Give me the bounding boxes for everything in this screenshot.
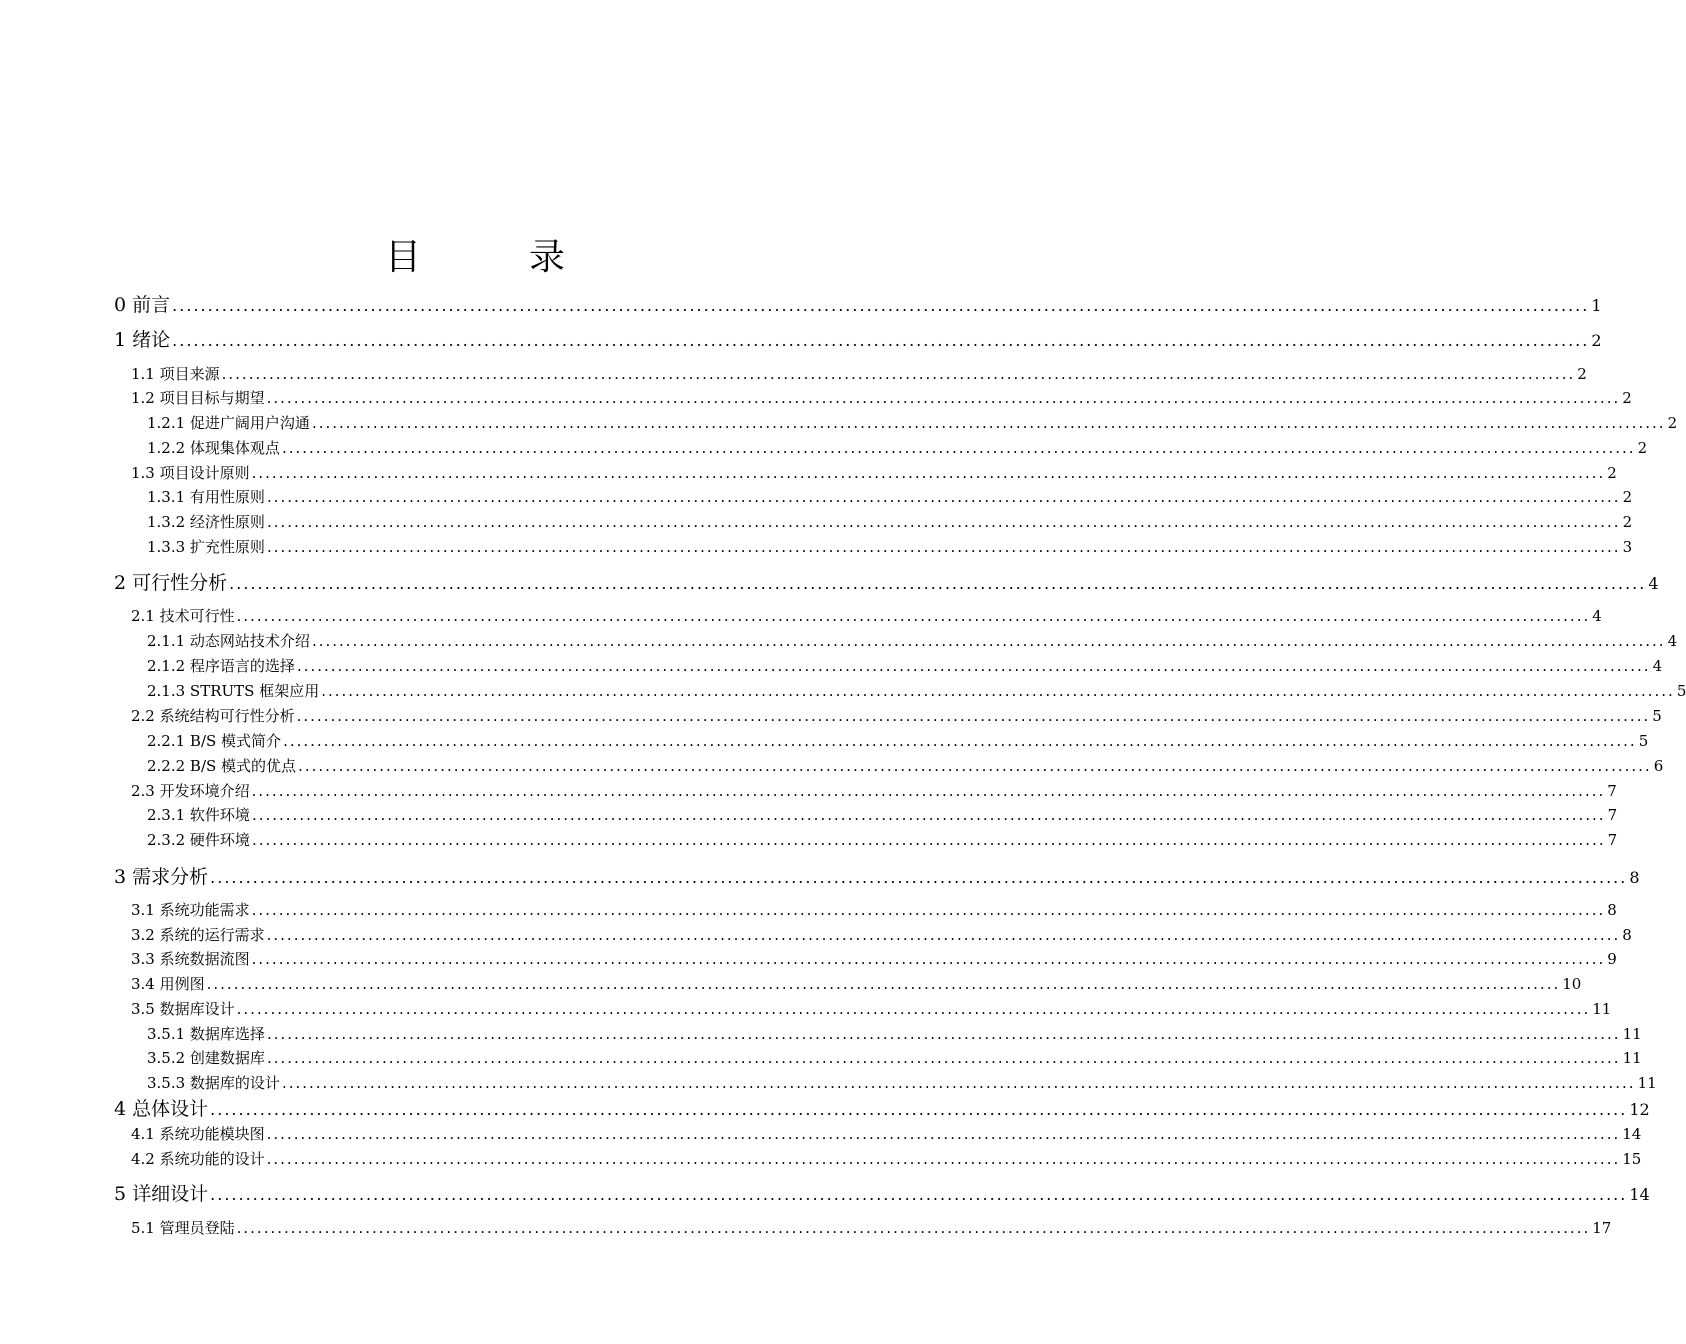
toc-entry[interactable] bbox=[147, 755, 1664, 777]
toc-entry[interactable] bbox=[114, 571, 1659, 595]
toc-leader-dots: ........................................................................................................................................................................................................ bbox=[311, 632, 1666, 650]
toc-entry-label: 3.5.1 数据库选择 bbox=[147, 1025, 265, 1043]
toc-entry-label: 4.2 系统功能的设计 bbox=[131, 1150, 265, 1168]
toc-page-number: 11 bbox=[1592, 1000, 1612, 1018]
toc-entry-label: 2.3 开发环境介绍 bbox=[131, 782, 250, 800]
toc-entry[interactable] bbox=[131, 948, 1617, 970]
toc-entry[interactable] bbox=[131, 1123, 1642, 1145]
toc-entry[interactable] bbox=[147, 437, 1648, 459]
toc-leader-dots: ........................................................................................................................................................................................................ bbox=[236, 607, 1591, 625]
toc-leader-dots: ........................................................................................................................................................................................................ bbox=[266, 513, 1621, 531]
toc-leader-dots: ........................................................................................................................................................................................................ bbox=[251, 782, 1606, 800]
toc-page-number: 2 bbox=[1622, 389, 1632, 407]
toc-entry-label: 5 详细设计 bbox=[114, 1183, 209, 1205]
toc-entry[interactable] bbox=[147, 412, 1678, 434]
toc-leader-dots: ........................................................................................................................................................................................................ bbox=[251, 831, 1606, 849]
toc-page-number: 11 bbox=[1622, 1049, 1642, 1067]
toc-page-number: 5 bbox=[1676, 682, 1686, 700]
toc-entry[interactable] bbox=[114, 865, 1640, 889]
toc-entry-label: 3.5 数据库设计 bbox=[131, 1000, 235, 1018]
toc-entry[interactable] bbox=[131, 973, 1582, 995]
toc-entry[interactable] bbox=[147, 829, 1618, 851]
toc-entry[interactable] bbox=[131, 462, 1617, 484]
toc-leader-dots: ........................................................................................................................................................................................................ bbox=[266, 538, 1621, 556]
toc-entry[interactable] bbox=[131, 899, 1617, 921]
toc-leader-dots: ........................................................................................................................................................................................................ bbox=[251, 950, 1606, 968]
toc-page-number: 7 bbox=[1607, 782, 1617, 800]
toc-page-number: 2 bbox=[1622, 488, 1633, 506]
toc-page-number: 10 bbox=[1562, 975, 1582, 993]
toc-entry-label: 1.3 项目设计原则 bbox=[131, 464, 250, 482]
toc-entry[interactable] bbox=[131, 780, 1617, 802]
toc-entry-label: 2.2.1 B/S 模式简介 bbox=[147, 732, 282, 750]
toc-entry[interactable] bbox=[147, 680, 1686, 702]
toc-entry[interactable] bbox=[147, 655, 1663, 677]
toc-entry-label: 3.2 系统的运行需求 bbox=[131, 926, 265, 944]
toc-entry-label: 3.5.3 数据库的设计 bbox=[147, 1074, 280, 1092]
toc-entry-label: 1.3.3 扩充性原则 bbox=[147, 538, 265, 556]
toc-entry-label: 2.1 技术可行性 bbox=[131, 607, 235, 625]
toc-page-number: 14 bbox=[1622, 1125, 1642, 1143]
toc-entry-label: 2.1.2 程序语言的选择 bbox=[147, 657, 295, 675]
toc-entry-label: 2 可行性分析 bbox=[114, 572, 228, 594]
toc-entry-label: 0 前言 bbox=[114, 294, 171, 316]
toc-entry-label: 4.1 系统功能模块图 bbox=[131, 1125, 265, 1143]
toc-entry[interactable] bbox=[131, 924, 1632, 946]
toc-page-number: 7 bbox=[1607, 806, 1618, 824]
toc-page-number: 2 bbox=[1622, 513, 1633, 531]
toc-entry[interactable] bbox=[147, 1047, 1642, 1069]
toc-leader-dots: ........................................................................................................................................................................................................ bbox=[281, 1074, 1636, 1092]
toc-page-number: 14 bbox=[1629, 1185, 1650, 1204]
toc-leader-dots: ........................................................................................................................................................................................................ bbox=[296, 657, 1651, 675]
toc-page-number: 2 bbox=[1607, 464, 1617, 482]
toc-entry-label: 2.3.2 硬件环境 bbox=[147, 831, 250, 849]
toc-page-number: 11 bbox=[1622, 1025, 1642, 1043]
toc-entry[interactable] bbox=[131, 605, 1602, 627]
toc-leader-dots: ........................................................................................................................................................................................................ bbox=[311, 414, 1666, 432]
toc-entry[interactable] bbox=[114, 293, 1602, 317]
toc-leader-dots: ........................................................................................................................................................................................................ bbox=[266, 1025, 1621, 1043]
toc-entry[interactable] bbox=[131, 705, 1662, 727]
toc-entry[interactable] bbox=[147, 1072, 1657, 1094]
toc-leader-dots: ........................................................................................................................................................................................................ bbox=[298, 757, 1652, 775]
toc-entry-label: 1.2 项目目标与期望 bbox=[131, 389, 265, 407]
toc-entry[interactable] bbox=[147, 730, 1649, 752]
toc-entry[interactable] bbox=[114, 1097, 1650, 1121]
toc-page-number: 12 bbox=[1629, 1100, 1650, 1119]
toc-page-number: 2 bbox=[1667, 414, 1678, 432]
toc-page-number: 17 bbox=[1592, 1219, 1612, 1237]
toc-leader-dots: ........................................................................................................................................................................................................ bbox=[266, 488, 1621, 506]
toc-entry-label: 2.1.1 动态网站技术介绍 bbox=[147, 632, 310, 650]
toc-leader-dots: ........................................................................................................................................................................................................ bbox=[251, 464, 1606, 482]
toc-leader-dots: ........................................................................................................................................................................................................ bbox=[221, 365, 1576, 383]
toc-page-number: 5 bbox=[1652, 707, 1662, 725]
toc-leader-dots: ........................................................................................................................................................................................................ bbox=[283, 732, 1637, 750]
toc-leader-dots: ........................................................................................................................................................................................................ bbox=[210, 1100, 1628, 1119]
toc-entry-label: 1 绪论 bbox=[114, 329, 171, 351]
toc-entry-label: 3.1 系统功能需求 bbox=[131, 901, 250, 919]
toc-page-number: 9 bbox=[1607, 950, 1617, 968]
toc-entry-label: 1.3.2 经济性原则 bbox=[147, 513, 265, 531]
toc-entry-label: 2.1.3 STRUTS 框架应用 bbox=[147, 682, 320, 700]
toc-entry-label: 1.2.1 促进广阔用户沟通 bbox=[147, 414, 310, 432]
toc-entry[interactable] bbox=[114, 328, 1602, 352]
toc-entry-label: 3.3 系统数据流图 bbox=[131, 950, 250, 968]
toc-entry[interactable] bbox=[131, 363, 1587, 385]
toc-page-number: 7 bbox=[1607, 831, 1618, 849]
toc-leader-dots: ........................................................................................................................................................................................................ bbox=[172, 296, 1590, 315]
toc-page-number: 2 bbox=[1637, 439, 1648, 457]
toc-entry[interactable] bbox=[147, 804, 1618, 826]
toc-entry[interactable] bbox=[131, 998, 1612, 1020]
toc-page-number: 3 bbox=[1622, 538, 1633, 556]
toc-entry-label: 2.2.2 B/S 模式的优点 bbox=[147, 757, 297, 775]
toc-leader-dots: ........................................................................................................................................................................................................ bbox=[236, 1219, 1591, 1237]
toc-page-number: 6 bbox=[1653, 757, 1664, 775]
toc-entry-label: 1.2.2 体现集体观点 bbox=[147, 439, 280, 457]
toc-page-number: 4 bbox=[1592, 607, 1602, 625]
toc-entry-label: 2.3.1 软件环境 bbox=[147, 806, 250, 824]
toc-page-number: 1 bbox=[1591, 296, 1602, 315]
toc-page-number: 4 bbox=[1652, 657, 1663, 675]
toc-title: 目 录 bbox=[384, 237, 601, 278]
toc-entry[interactable] bbox=[147, 511, 1633, 533]
toc-entry[interactable] bbox=[131, 387, 1632, 409]
toc-page-number: 11 bbox=[1637, 1074, 1657, 1092]
toc-leader-dots: ........................................................................................................................................................................................................ bbox=[229, 574, 1647, 593]
toc-leader-dots: ........................................................................................................................................................................................................ bbox=[251, 901, 1606, 919]
toc-leader-dots: ........................................................................................................................................................................................................ bbox=[206, 975, 1561, 993]
toc-entry-label: 2.2 系统结构可行性分析 bbox=[131, 707, 295, 725]
toc-leader-dots: ........................................................................................................................................................................................................ bbox=[266, 926, 1621, 944]
toc-leader-dots: ........................................................................................................................................................................................................ bbox=[296, 707, 1651, 725]
toc-leader-dots: ........................................................................................................................................................................................................ bbox=[251, 806, 1606, 824]
toc-entry[interactable] bbox=[114, 1182, 1650, 1206]
toc-page-number: 2 bbox=[1577, 365, 1587, 383]
toc-page-number: 8 bbox=[1629, 868, 1640, 887]
toc-leader-dots: ........................................................................................................................................................................................................ bbox=[321, 682, 1675, 700]
toc-entry-label: 4 总体设计 bbox=[114, 1098, 209, 1120]
toc-entry[interactable] bbox=[131, 1148, 1642, 1170]
toc-leader-dots: ........................................................................................................................................................................................................ bbox=[266, 1150, 1621, 1168]
toc-page-number: 8 bbox=[1607, 901, 1617, 919]
toc-leader-dots: ........................................................................................................................................................................................................ bbox=[172, 331, 1590, 350]
toc-leader-dots: ........................................................................................................................................................................................................ bbox=[266, 389, 1621, 407]
toc-entry[interactable] bbox=[131, 1217, 1612, 1239]
toc-entry-label: 1.1 项目来源 bbox=[131, 365, 220, 383]
toc-leader-dots: ........................................................................................................................................................................................................ bbox=[210, 868, 1628, 887]
toc-leader-dots: ........................................................................................................................................................................................................ bbox=[281, 439, 1636, 457]
toc-entry[interactable] bbox=[147, 536, 1633, 558]
toc-entry-label: 1.3.1 有用性原则 bbox=[147, 488, 265, 506]
toc-leader-dots: ........................................................................................................................................................................................................ bbox=[210, 1185, 1628, 1204]
toc-leader-dots: ........................................................................................................................................................................................................ bbox=[266, 1049, 1621, 1067]
toc-page-number: 5 bbox=[1638, 732, 1649, 750]
toc-entry-label: 5.1 管理员登陆 bbox=[131, 1219, 235, 1237]
toc-page-number: 2 bbox=[1591, 331, 1602, 350]
toc-leader-dots: ........................................................................................................................................................................................................ bbox=[266, 1125, 1621, 1143]
toc-entry[interactable] bbox=[147, 1023, 1642, 1045]
toc-page-number: 4 bbox=[1648, 574, 1659, 593]
toc-leader-dots: ........................................................................................................................................................................................................ bbox=[236, 1000, 1591, 1018]
toc-entry[interactable] bbox=[147, 486, 1633, 508]
toc-page-number: 8 bbox=[1622, 926, 1632, 944]
toc-page-number: 15 bbox=[1622, 1150, 1642, 1168]
toc-page-number: 4 bbox=[1667, 632, 1678, 650]
toc-entry-label: 3.5.2 创建数据库 bbox=[147, 1049, 265, 1067]
toc-entry-label: 3 需求分析 bbox=[114, 866, 209, 888]
toc-entry-label: 3.4 用例图 bbox=[131, 975, 205, 993]
toc-entry[interactable] bbox=[147, 630, 1678, 652]
